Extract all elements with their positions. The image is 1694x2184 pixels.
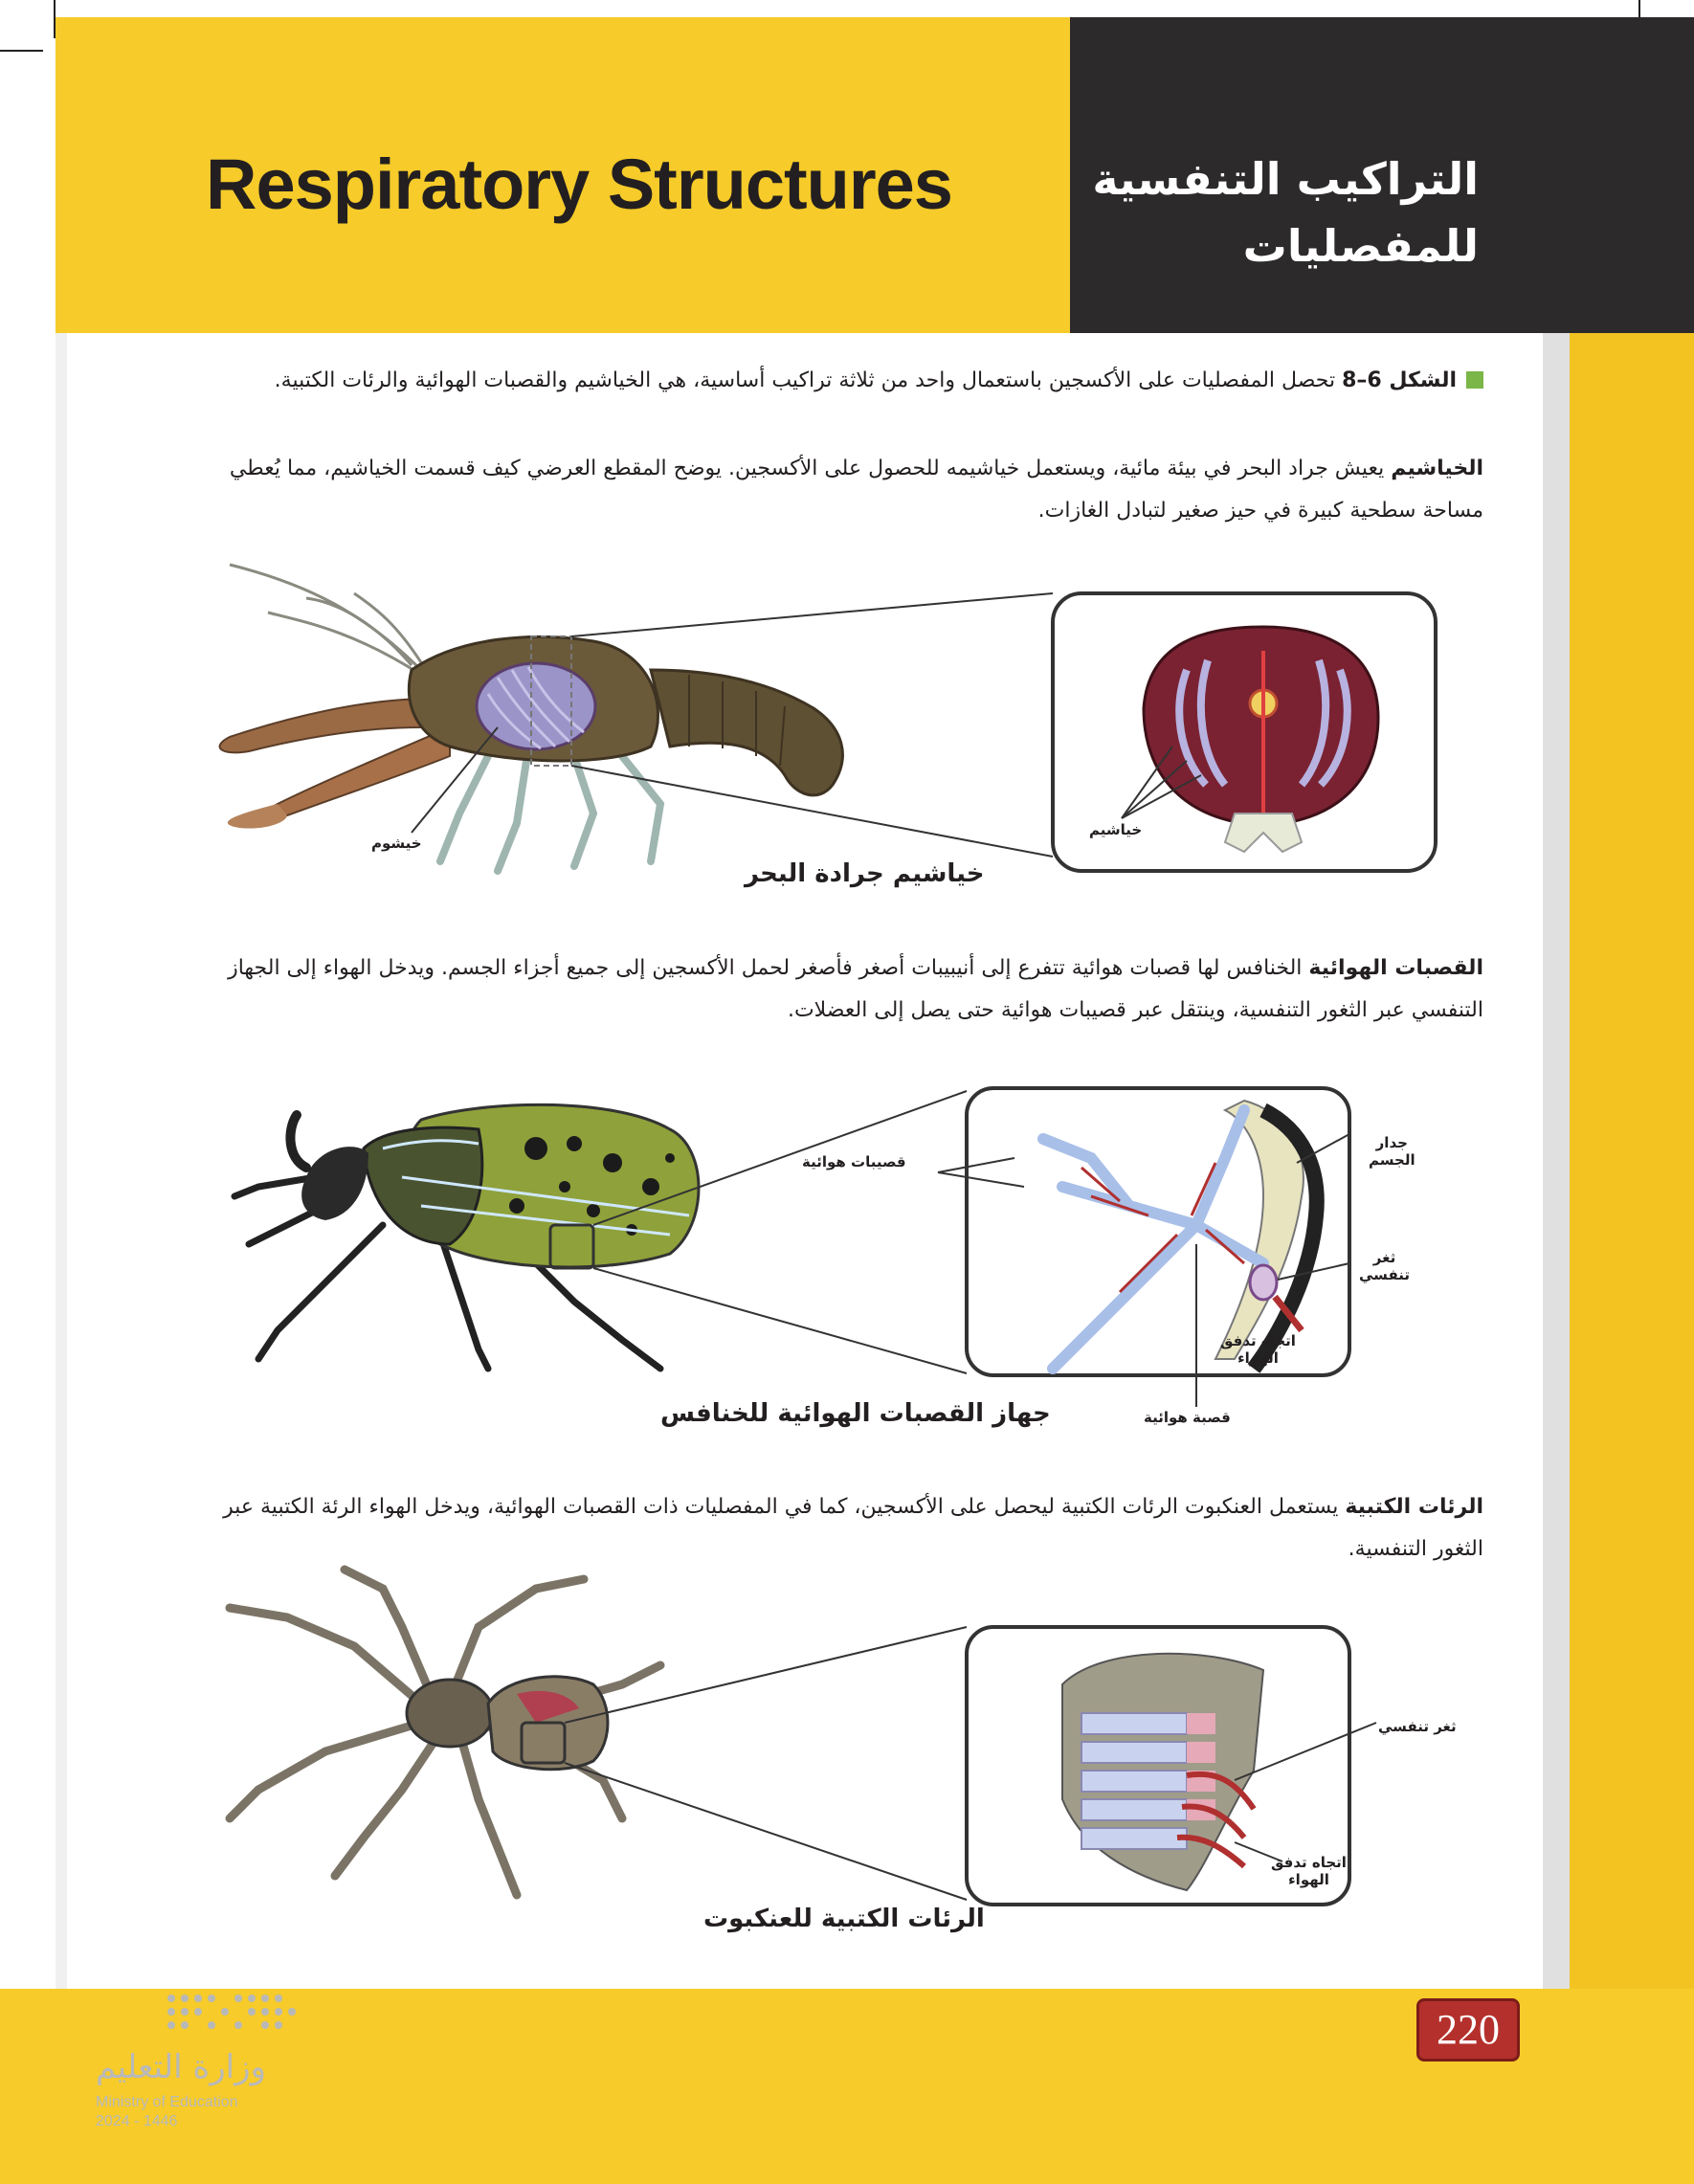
ministry-english: Ministry of Education — [96, 2094, 238, 2110]
page-title-english: Respiratory Structures — [206, 145, 952, 224]
label-tracheoles: قصيبات هوائية — [802, 1153, 906, 1170]
tracheae-text: الخنافس لها قصبات هوائية تتفرع إلى أنيبيبات أصغر فأصغر لحمل الأكسجين إلى جميع أجزاء الجسم. ويدخل الهواء إلى الجهاز التنفسي عبر الثغور التنفسية، وينتقل عبر قصيبات هوائية حتى يصل إلى العضلات. — [228, 956, 1483, 1022]
page-title-arabic-line-2: للمفصليات — [1242, 220, 1479, 272]
label-trachea: قصبة هوائية — [1144, 1409, 1231, 1426]
label-spiracle-line-2: تنفسي — [1359, 1266, 1410, 1283]
label-gills: خياشيم — [1089, 821, 1143, 838]
ministry-year: 2024 - 1446 — [96, 2113, 178, 2129]
ministry-arabic: وزارة التعليم — [96, 2048, 266, 2086]
label-spiracle-line-1: ثغر — [1372, 1249, 1396, 1266]
ministry-dots-icon — [167, 1991, 297, 2035]
tracheae-term: القصبات الهوائية — [1308, 956, 1483, 980]
label-airflow-spider-line-2: الهواء — [1288, 1871, 1329, 1888]
page-number: 220 — [1416, 1998, 1520, 2061]
label-airflow-beetle — [1220, 1332, 1296, 1367]
label-airflow-line-1: اتجاه تدفق — [1220, 1332, 1296, 1349]
label-airflow-line-2: الهواء — [1237, 1349, 1279, 1367]
figure-intro-text: تحصل المفصليات على الأكسجين باستعمال واحد من ثلاثة تراكيب أساسية، هي الخياشيم والقصبات الهوائية والرئات الكتبية. — [274, 368, 1336, 392]
figure-label: الشكل 6–8 — [1342, 368, 1457, 392]
spider-illustration — [230, 1570, 967, 1900]
label-body-wall-line-1: جدار — [1375, 1134, 1408, 1151]
label-airflow-spider — [1271, 1854, 1347, 1888]
label-gill: خيشوم — [371, 835, 422, 852]
label-airflow-spider-line-1: اتجاه تدفق — [1271, 1854, 1347, 1871]
caption-crayfish-gills: خياشيم جرادة البحر — [745, 859, 985, 888]
label-spiracle-spider: ثغر تنفسي — [1378, 1718, 1457, 1735]
label-spiracle-beetle — [1359, 1249, 1410, 1283]
gills-text: يعيش جراد البحر في بيئة مائية، ويستعمل خياشيمه للحصول على الأكسجين. يوضح المقطع العرضي كيف قسمت الخياشيم، مما يُعطي مساحة سطحية كبيرة في حيز صغير لتبادل الغازات. — [229, 457, 1483, 523]
beetle-illustration — [234, 1091, 967, 1373]
label-body-wall — [1369, 1134, 1415, 1169]
caption-beetle-tracheae: جهاز القصبات الهوائية للخنافس — [660, 1399, 1051, 1428]
gills-term: الخياشيم — [1391, 457, 1483, 480]
caption-spider-booklungs: الرئات الكتبية للعنكبوت — [703, 1905, 985, 1933]
crayfish-illustration — [220, 565, 1053, 871]
booklungs-term: الرئات الكتبية — [1345, 1495, 1483, 1519]
page-title-arabic-line-1: التراكيب التنفسية — [1092, 153, 1479, 205]
label-body-wall-line-2: الجسم — [1369, 1151, 1415, 1169]
ministry-logo — [96, 1991, 297, 2129]
booklungs-text: يستعمل العنكبوت الرئات الكتبية ليحصل على الأكسجين، كما في المفصليات ذات القصبات الهوائية، ويدخل الهواء الرئة الكتبية عبر الثغور التنفسية. — [223, 1495, 1483, 1561]
